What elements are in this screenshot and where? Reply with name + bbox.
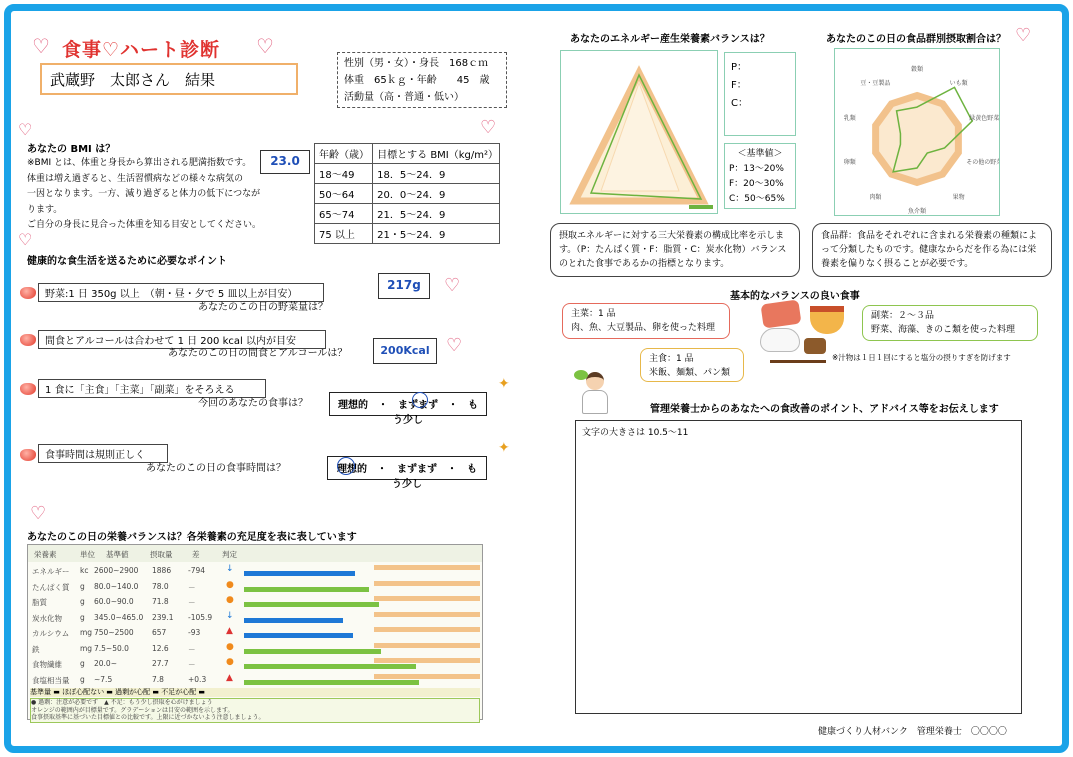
nutrition-cell-unit: g <box>80 612 85 622</box>
energy-description: 摂取エネルギーに対する三大栄養素の構成比率を示します。（P：たんぱく質・F：脂質・C：炭水化物）バランスのとれた食事であるかの指標となります。 <box>550 223 800 277</box>
nutrition-cell-name: 食塩相当量 <box>32 675 70 685</box>
signature: 健康づくり人材バンク 管理栄養士 〇〇〇〇 <box>818 727 1007 737</box>
table-row: 75 以上 21・5～24．9 <box>315 224 500 244</box>
nutrition-cell-diff: － <box>188 582 196 592</box>
nutrition-cell-name: 鉄 <box>32 644 40 654</box>
nutrition-cell-ref: 80.0~140.0 <box>94 581 139 591</box>
apple-icon <box>20 383 36 395</box>
nutrition-cell-judge: ▲ <box>226 672 233 683</box>
profile-line-gender-height: 性別（男・女）・身長 168ｃｍ <box>344 58 489 69</box>
legend-swatch <box>689 205 713 209</box>
food-group-radar-chart <box>835 49 999 215</box>
nutrition-cell-intake: 71.8 <box>152 597 169 606</box>
selected-circle <box>337 457 355 475</box>
nutrition-cell-name: カルシウム <box>32 629 70 638</box>
reference-bar <box>374 658 480 663</box>
table-row: 50～64 20．0～24．9 <box>315 184 500 204</box>
dietitian-body-icon <box>582 390 608 414</box>
heart-icon: ♡ <box>1015 25 1032 46</box>
nutrition-cell-name: 食物繊維 <box>32 660 62 669</box>
advice-text: 文字の大きさは 10.5～11 <box>582 428 689 438</box>
nutrition-cell-diff: -105.9 <box>188 612 213 622</box>
food-group-chart <box>834 48 1000 216</box>
pfc-standard-box: ＜基準値＞ P：13～20% F：20～30% C：50～65% <box>724 143 796 209</box>
profile-box <box>337 52 507 108</box>
veg-value: 217g <box>378 273 430 299</box>
veg-question: あなたのこの日の野菜量は？ <box>198 302 328 313</box>
table-row <box>28 655 482 672</box>
radar-axis-label: 豆・豆製品 <box>860 79 891 87</box>
nutrition-cell-judge: ▲ <box>226 626 233 636</box>
table-row <box>28 578 482 595</box>
nutrition-cell-diff: -794 <box>188 566 206 575</box>
fish-dish-icon <box>761 299 802 328</box>
dietitian-head-icon <box>586 372 604 390</box>
reference-bar <box>374 627 480 632</box>
table-row <box>28 671 482 688</box>
main-dish-bubble: 主菜：1 品 肉、魚、大豆製品、卵を使った料理 <box>562 303 730 339</box>
advice-textarea[interactable] <box>575 420 1022 714</box>
intake-bar <box>244 633 353 638</box>
table-row <box>28 562 482 579</box>
time-question: あなたのこの日の食事時間は？ <box>146 463 286 474</box>
bmi-heading: あなたの BMI は？ <box>27 144 116 155</box>
snack-value: 200Kcal <box>373 338 437 364</box>
radar-axis-label: その他の野菜 <box>966 158 999 166</box>
side-dish-icon <box>804 338 826 354</box>
radar-axis-label: いも類 <box>949 79 968 87</box>
radar-axis-label: 魚介類 <box>907 207 927 215</box>
nutrition-cell-unit: mg <box>80 628 93 637</box>
nutrition-cell-unit: mg <box>80 643 93 653</box>
heart-icon: ♡ <box>18 230 33 249</box>
heart-icon: ♡ <box>446 335 463 356</box>
nutrition-cell-intake: 657 <box>152 628 167 637</box>
table-row <box>28 593 482 610</box>
nutrition-cell-judge: ● <box>226 579 234 590</box>
bmi-value: 23.0 <box>260 150 310 174</box>
reference-bar <box>374 596 480 601</box>
snack-question: あなたのこの日の間食とアルコールは？ <box>168 348 348 359</box>
soup-bowl-icon <box>810 306 844 334</box>
nutrition-table <box>27 544 483 720</box>
intake-bar <box>244 680 419 685</box>
nutrition-cell-ref: ~7.5 <box>94 674 113 684</box>
profile-line-activity: 活動量（高・普通・低い） <box>344 92 464 103</box>
side-dish-bubble: 副菜：２～３品 野菜、海藻、きのこ類を使った料理 <box>862 305 1038 341</box>
radar-axis-label: 緑黄色野菜 <box>969 115 999 123</box>
radar-axis-label: 穀類 <box>910 66 924 74</box>
nutrition-cell-name: エネルギー <box>32 567 70 576</box>
apple-icon <box>20 287 36 299</box>
sparkle-icon: ✦ <box>498 376 510 392</box>
apple-icon <box>20 449 36 461</box>
nutrition-cell-ref: 60.0~90.0 <box>94 597 134 606</box>
nutrition-cell-diff: － <box>188 644 196 654</box>
time-choices: 理想的 ・ まずまず ・ もう少し <box>327 456 487 480</box>
name-result-box: 武蔵野 太郎さん 結果 <box>40 63 298 95</box>
table-row <box>28 640 482 657</box>
snack-label: 間食とアルコールは合わせて 1 日 200 kcal 以内が目安 <box>38 330 326 349</box>
points-heading: 健康的な食生活を送るために必要なポイント <box>27 256 227 267</box>
nutrition-cell-judge: ● <box>226 657 234 667</box>
reference-bar <box>374 643 480 648</box>
reference-bar <box>374 581 480 586</box>
chopsticks-icon <box>770 360 826 363</box>
nutrition-cell-unit: g <box>80 674 85 684</box>
radar-axis-label: 肉類 <box>869 194 882 202</box>
nutrition-cell-unit: g <box>80 581 85 591</box>
intake-bar <box>244 618 343 623</box>
food-group-description: 食品群：食品をそれぞれに含まれる栄養素の種類によって分類したものです。健康なからだを作る為には栄養素を偏りなく摂ることが必要です。 <box>812 223 1052 277</box>
intake-bar <box>244 587 369 592</box>
pfc-values-box: P： F： C： <box>724 52 796 136</box>
nutrition-cell-ref: 2600~2900 <box>94 566 139 575</box>
bmi-description: ※BMI とは、体重と身長から算出される肥満指数です。 体重は増え過ぎると、生活習慣病などの様々な病気の 一因となります。一方、減り過ぎると体力の低下につながります。 ご自分の身長に見合った体重を知る目安としてください。 <box>27 158 262 230</box>
soup-note: ※汁物は１日１回にすると塩分の摂りすぎを防げます <box>832 353 1011 362</box>
reference-bar <box>374 612 480 617</box>
nutrition-cell-judge: ● <box>226 641 234 652</box>
intake-bar <box>244 649 381 654</box>
reference-bar <box>374 674 480 679</box>
pfc-triangle-chart <box>561 51 717 213</box>
sparkle-icon: ✦ <box>498 440 510 456</box>
advice-heading: 管理栄養士からのあなたへの食改善のポイント、アドバイス等をお伝えします <box>650 404 999 415</box>
apple-icon <box>20 334 36 346</box>
radar-reference <box>876 96 959 183</box>
nutrition-cell-diff: -93 <box>188 628 201 637</box>
nutrition-cell-name: 脂質 <box>32 598 47 607</box>
heart-icon: ♡ <box>18 120 33 139</box>
meal-choices: 理想的 ・ まずまず ・ もう少し <box>329 392 487 416</box>
meal-question: 今回のあなたの食事は？ <box>198 398 308 409</box>
heart-icon: ♡ <box>256 34 274 58</box>
intake-bar <box>244 571 355 576</box>
bmi-table <box>314 143 500 244</box>
intake-bar <box>244 602 379 607</box>
nutrition-cell-intake: 239.1 <box>152 612 174 622</box>
heart-icon: ♡ <box>32 34 50 58</box>
veg-label: 野菜:1 日 350g 以上 （朝・昼・夕で 5 皿以上が目安） <box>38 283 324 302</box>
pfc-chart <box>560 50 718 214</box>
selected-circle <box>412 392 428 408</box>
table-row <box>28 609 482 626</box>
profile-line-weight-age: 体重 65ｋｇ・年齢 45 歳 <box>344 75 490 86</box>
nutrition-cell-judge: ● <box>226 595 234 605</box>
radar-axis-label: 果物 <box>952 194 965 202</box>
nutrition-cell-intake: 12.6 <box>152 643 169 653</box>
nutrition-cell-judge: ↓ <box>226 610 234 621</box>
staple-bubble: 主食：1 品 米飯、麺類、パン類 <box>640 348 744 382</box>
table-row: 年齢（歳） 目標とする BMI（kg/m²） <box>315 144 500 164</box>
dietitian-illustration <box>574 370 614 416</box>
nutrition-cell-judge: ↓ <box>226 564 234 574</box>
nutrition-cell-ref: 20.0~ <box>94 659 117 668</box>
nutrition-footnote: ● 過剰：注意が必要です ▲ 不足：もう少し摂取を心がけましょう オレンジの範囲内が目標量です。グラデーションは目安の範囲を示します。 食事摂取基準に基づいた目標値との比較です。上限に近づかないよう注意しましょう。 <box>30 698 480 723</box>
meal-label: 1 食に「主食」「主菜」「副菜」をそろえる <box>38 379 266 398</box>
table-row: 18～49 18．5～24．9 <box>315 164 500 184</box>
nutrition-cell-diff: － <box>188 598 196 607</box>
page-title: 食事♡ハート診断 <box>62 39 221 61</box>
nutrition-cell-unit: g <box>80 659 85 668</box>
nutrition-cell-intake: 27.7 <box>152 659 169 668</box>
nutrition-legend: 基準量 ▬ ほぼ心配ない ▬ 過剰が心配 ▬ 不足が心配 ▬ <box>30 688 480 697</box>
nutrition-cell-diff: － <box>188 660 196 669</box>
heart-icon: ♡ <box>444 275 461 296</box>
rice-bowl-icon <box>760 328 800 352</box>
radar-axis-label: 乳類 <box>843 115 856 123</box>
energy-heading: あなたのエネルギー産生栄養素バランスは？ <box>570 34 770 45</box>
nutrition-cell-intake: 78.0 <box>152 581 169 591</box>
vegetable-icon <box>574 370 588 380</box>
table-row <box>28 624 482 641</box>
nutrition-cell-intake: 1886 <box>152 566 172 575</box>
balanced-meal-heading: 基本的なバランスの良い食事 <box>730 291 860 302</box>
nutrition-cell-ref: 7.5~50.0 <box>94 643 129 653</box>
nutrition-cell-unit: kc <box>80 566 89 575</box>
table-header-row: 栄養素 単位 基準値 摂取量 差 判定 <box>28 545 482 562</box>
heart-icon: ♡ <box>480 117 497 138</box>
nutrition-cell-intake: 7.8 <box>152 674 164 684</box>
nutrition-cell-ref: 750~2500 <box>94 628 134 637</box>
time-label: 食事時間は規則正しく <box>38 444 168 463</box>
radar-axis-label: 卵類 <box>843 158 856 166</box>
nutrition-cell-name: 炭水化物 <box>32 613 62 623</box>
heart-icon: ♡ <box>30 503 47 524</box>
food-group-heading: あなたのこの日の食品群別摂取割合は？ <box>826 34 1006 45</box>
nutrition-cell-unit: g <box>80 597 85 606</box>
nutrition-cell-diff: +0.3 <box>188 674 207 684</box>
nutrition-heading: あなたのこの日の栄養バランスは？各栄養素の充足度を表に表しています <box>27 532 357 543</box>
intake-bar <box>244 664 416 669</box>
reference-bar <box>374 565 480 570</box>
nutrition-cell-name: たんぱく質 <box>32 582 70 592</box>
table-row: 65～74 21．5～24．9 <box>315 204 500 224</box>
nutrition-cell-ref: 345.0~465.0 <box>94 612 144 622</box>
